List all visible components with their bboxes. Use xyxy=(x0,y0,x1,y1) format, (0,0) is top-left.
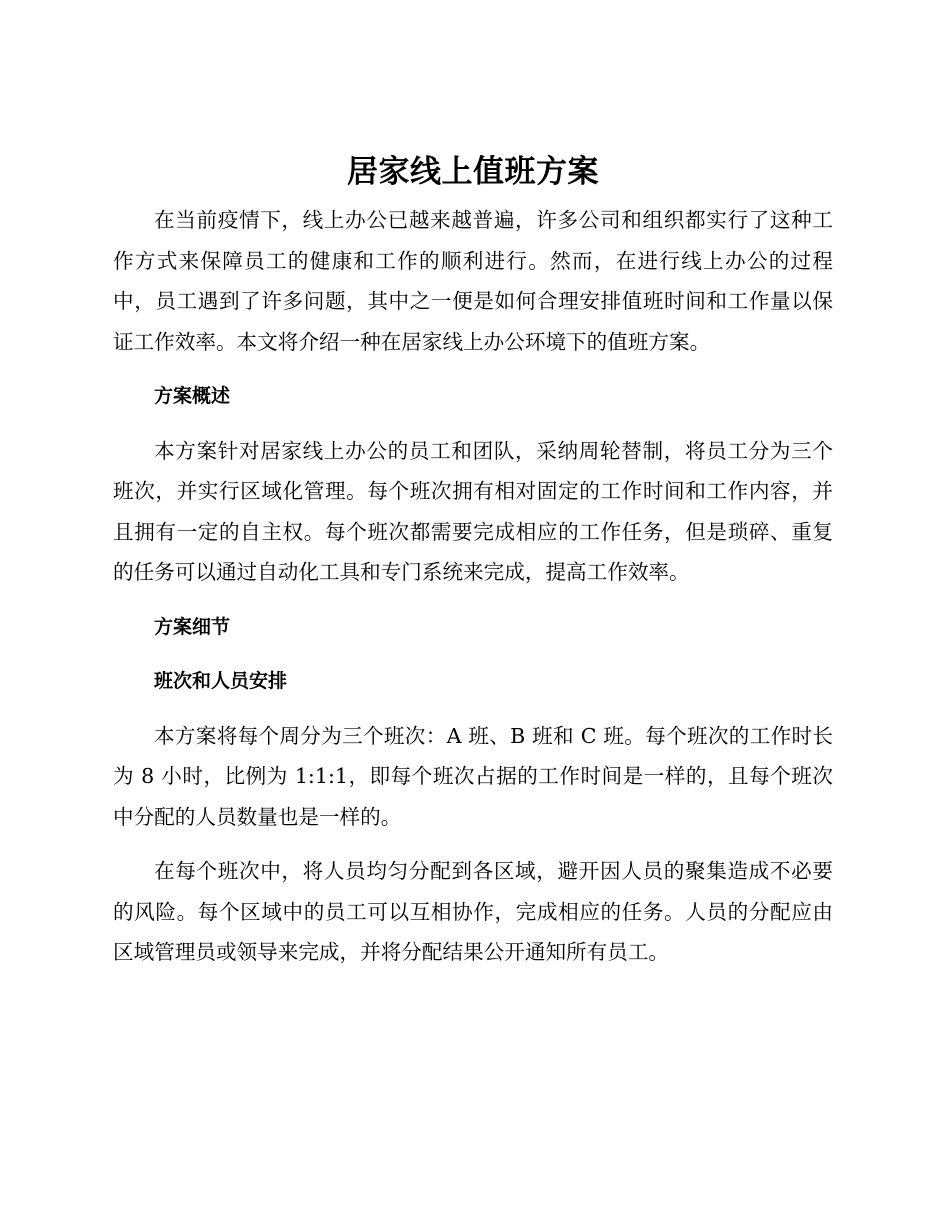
section-heading-shifts: 班次和人员安排 xyxy=(154,670,288,692)
overview-paragraph: 本方案针对居家线上办公的员工和团队，采纳周轮替制，将员工分为三个班次，并实行区域化管理。每个班次拥有相对固定的工作时间和工作内容，并且拥有一定的自主权。每个班次都需要完成相应的工作任务，但是琐碎、重复的任务可以通过自动化工具和专门系统来完成，提高工作效率。 xyxy=(113,438,833,584)
intro-paragraph: 在当前疫情下，线上办公已越来越普遍，许多公司和组织都实行了这种工作方式来保障员工的健康和工作的顺利进行。然而，在进行线上办公的过程中，员工遇到了许多问题，其中之一便是如何合理安排值班时间和工作量以保证工作效率。本文将介绍一种在居家线上办公环境下的值班方案。 xyxy=(113,208,833,354)
document-page xyxy=(113,150,833,983)
section-heading-details: 方案细节 xyxy=(154,615,231,638)
shifts-paragraph-1: 本方案将每个周分为三个班次：A 班、B 班和 C 班。每个班次的工作时长为 8 小时，比例为 1:1:1，即每个班次占据的工作时间是一样的，且每个班次中分配的人员数量也是一样的。 xyxy=(113,723,833,829)
document-title: 居家线上值班方案 xyxy=(347,154,599,190)
shifts-paragraph-2: 在每个班次中，将人员均匀分配到各区域，避开因人员的聚集造成不必要的风险。每个区域中的员工可以互相协作，完成相应的任务。人员的分配应由区域管理员或领导来完成，并将分配结果公开通知所有员工。 xyxy=(113,859,833,964)
section-heading-overview: 方案概述 xyxy=(154,385,231,407)
